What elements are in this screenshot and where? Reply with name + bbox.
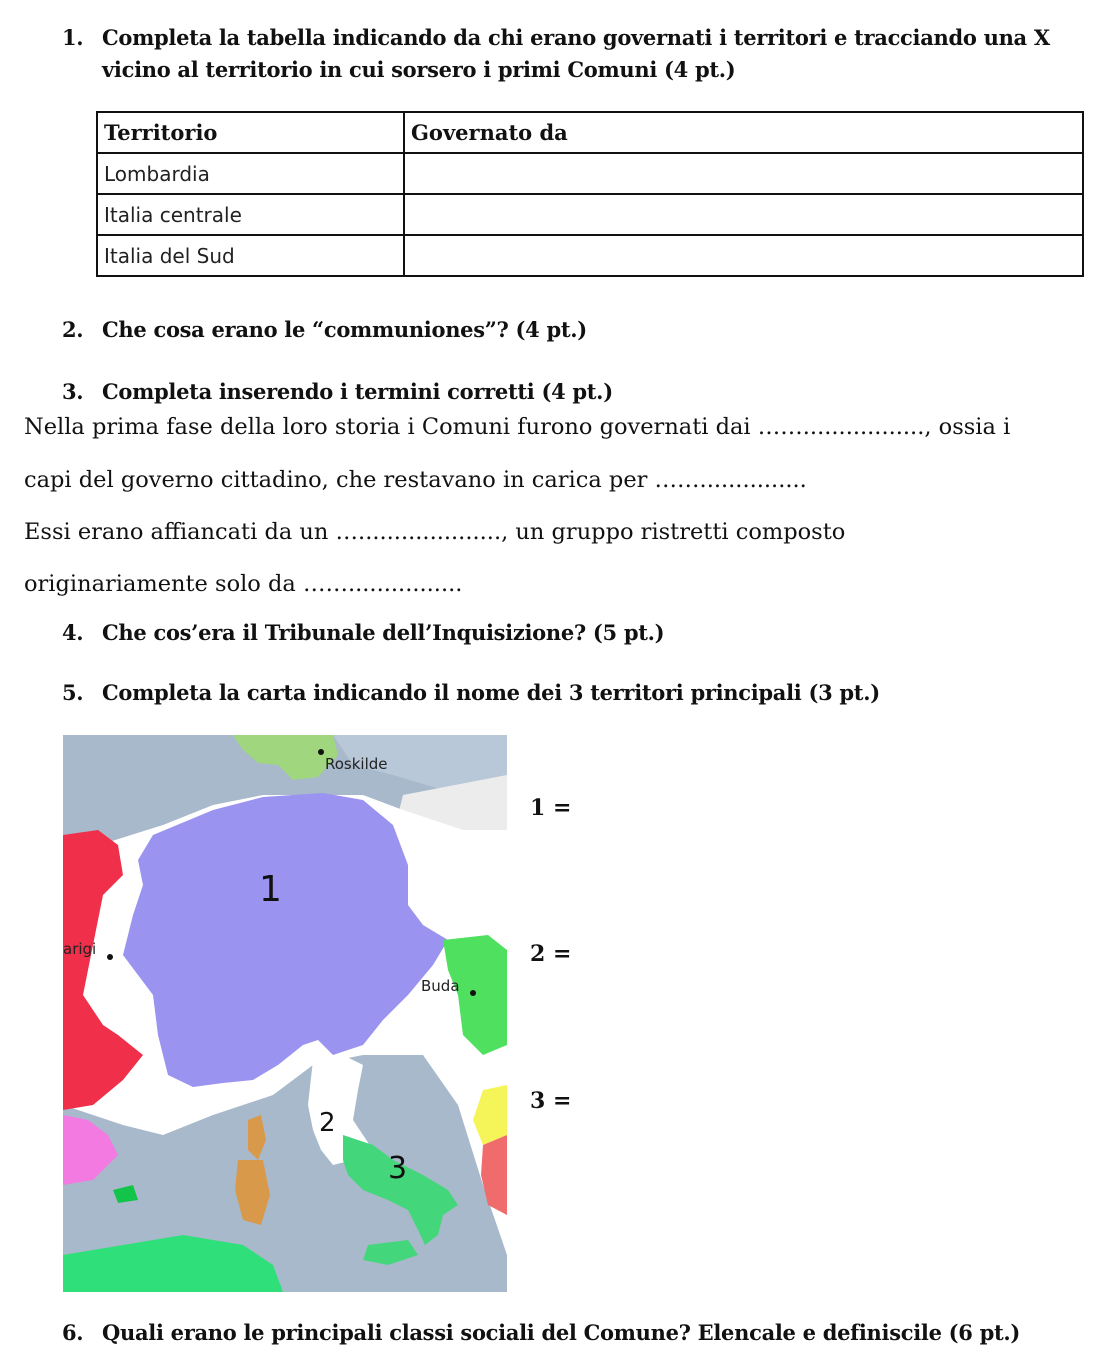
question-3 — [62, 376, 613, 408]
answer-label-3: 3 = — [530, 1088, 572, 1114]
region-number-2: 2 — [319, 1108, 336, 1138]
fill-in-line: Nella prima fase della loro storia i Comuni furono governati dai ……................., ossia i — [24, 414, 1011, 440]
region-number-1: 1 — [259, 869, 282, 910]
question-text: Quali erano le principali classi sociali del Comune? Elencale e definiscile (6 pt.) — [102, 1320, 1021, 1345]
question-text-continued: vicino al territorio in cui sorsero i primi Comuni (4 pt.) — [102, 57, 736, 82]
region-number-3: 3 — [388, 1151, 408, 1186]
parigi-label: arigi — [63, 940, 97, 958]
answer-cell[interactable] — [404, 194, 1083, 235]
table-header-row — [97, 112, 1083, 153]
historical-map — [63, 735, 507, 1292]
table-cell: Italia del Sud — [97, 235, 404, 276]
answer-cell[interactable] — [404, 235, 1083, 276]
parigi-marker — [107, 954, 113, 960]
question-text: Completa la carta indicando il nome dei 3 territori principali (3 pt.) — [102, 680, 880, 705]
question-2 — [62, 314, 587, 346]
table-cell: Italia centrale — [97, 194, 404, 235]
roskilde-label: Roskilde — [325, 755, 388, 773]
question-number: 6. — [62, 1320, 84, 1345]
question-6 — [62, 1317, 1020, 1349]
fill-in-line: Essi erano affiancati da un …...................., un gruppo ristretti composto — [24, 519, 846, 545]
table-row — [97, 194, 1083, 235]
table-cell: Lombardia — [97, 153, 404, 194]
question-4 — [62, 617, 664, 649]
question-number: 5. — [62, 680, 84, 705]
fill-in-line: originariamente solo da ……................ — [24, 571, 463, 597]
question-text: Completa inserendo i termini corretti (4 pt.) — [102, 379, 613, 404]
territory-table — [96, 111, 1084, 277]
table-row — [97, 235, 1083, 276]
question-text: Completa la tabella indicando da chi erano governati i territori e tracciando una X — [102, 25, 1050, 50]
question-5 — [62, 677, 880, 709]
question-text: Che cos’era il Tribunale dell’Inquisizione? (5 pt.) — [102, 620, 665, 645]
answer-cell[interactable] — [404, 153, 1083, 194]
roskilde-marker — [318, 749, 324, 755]
question-text: Che cosa erano le “communiones”? (4 pt.) — [102, 317, 587, 342]
question-number: 4. — [62, 620, 84, 645]
answer-label-1: 1 = — [530, 795, 572, 821]
question-1 — [62, 22, 1052, 86]
question-number: 3. — [62, 379, 84, 404]
buda-marker — [470, 990, 476, 996]
answer-label-2: 2 = — [530, 941, 572, 967]
question-number: 2. — [62, 317, 84, 342]
fill-in-line: capi del governo cittadino, che restavano in carica per ……............... — [24, 467, 807, 493]
table-header: Territorio — [97, 112, 404, 153]
question-number: 1. — [62, 25, 84, 50]
buda-label: Buda — [421, 977, 460, 995]
table-header: Governato da — [404, 112, 1083, 153]
table-row — [97, 153, 1083, 194]
